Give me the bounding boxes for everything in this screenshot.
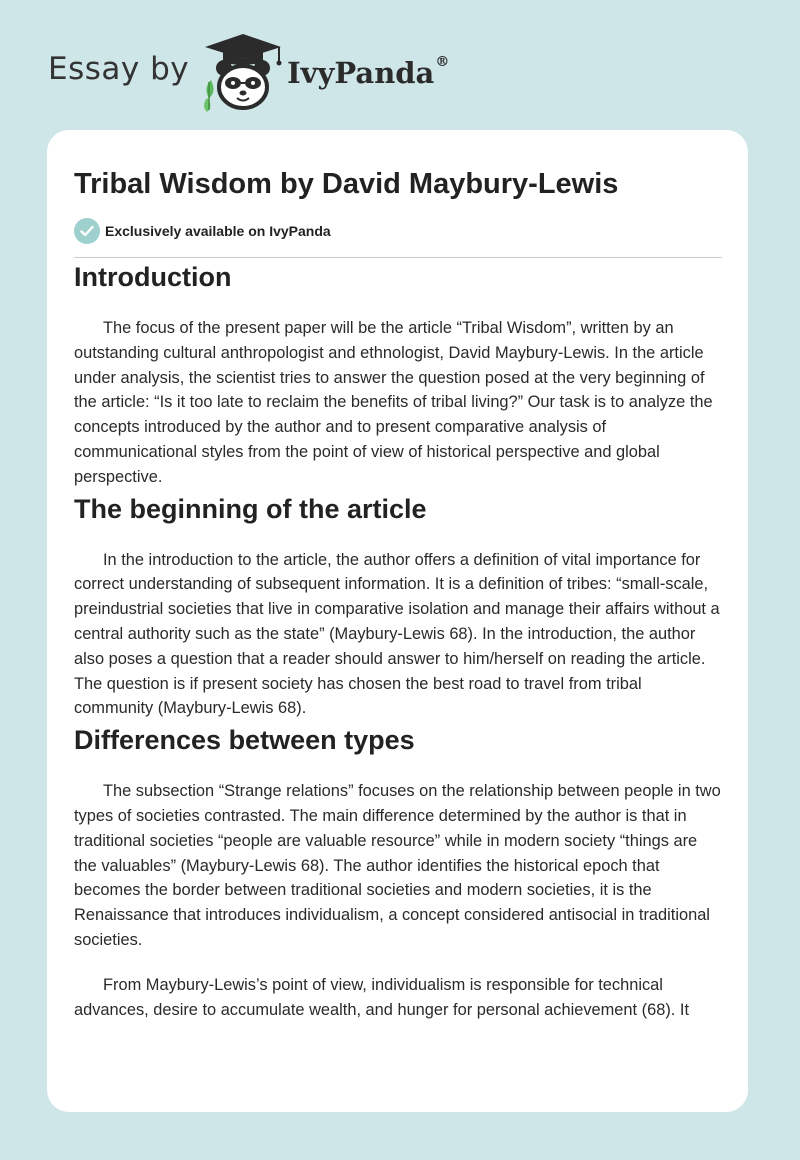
check-icon [74,218,100,244]
section-introduction [74,258,722,490]
section-heading: Introduction [74,262,232,292]
brand-name-text[interactable]: IvyPanda [287,56,435,90]
section-differences-between-types [74,721,722,1022]
panda-logo-icon[interactable] [197,32,289,112]
paragraph: The focus of the present paper will be the article “Tribal Wisdom”, written by an outstanding cultural anthropologist and ethnologist, David Maybury-Lewis. In the article under analysis, the scientist tries to answer the question posed at the very beginning of the article: “Is it too late to reclaim the benefits of tribal living?” Our task is to analyze the concepts introduced by the author and to present comparative analysis of communicational styles from the point of view of historical perspective and global perspective. [74,319,713,486]
section-beginning-of-article [74,490,722,722]
brand-header [48,32,449,112]
section-heading: The beginning of the article [74,493,427,524]
page-title: Tribal Wisdom by David Maybury-Lewis [74,168,619,200]
paragraph: The subsection “Strange relations” focuses on the relationship between people in two types of societies contrasted. The main difference determined by the author is that in traditional societies “people are valuable resource” while in modern society “things are the valuables” (Maybury-Lewis 68). The author identifies the historical epoch that becomes the border between traditional societies and modern societies, it is the Renaissance that introduces individualism, a concept considered antisocial in traditional societies. [74,782,721,949]
brand-name[interactable] [287,56,449,90]
exclusive-badge-label: Exclusively available on IvyPanda [105,223,331,239]
registered-mark: ® [435,54,450,70]
section-heading: Differences between types [74,725,415,756]
brand-prefix: Essay by [48,51,190,87]
essay-card [47,130,748,1112]
paragraph: From Maybury-Lewis’s point of view, individualism is responsible for technical advances, desire to accumulate wealth, and hunger for personal achievement (68). It [74,975,690,1019]
exclusive-badge [74,218,722,244]
paragraph: In the introduction to the article, the author offers a definition of vital importance for correct understanding of subsequent information. It is a definition of tribes: “small-scale, preindustrial societies that live in comparative isolation and manage their affairs without a central authority such as the state” (Maybury-Lewis 68). In the introduction, the author also poses a question that a reader should answer to him/herself on reading the article. The question is if present society has chosen the best road to travel from tribal community (Maybury-Lewis 68). [74,550,720,718]
